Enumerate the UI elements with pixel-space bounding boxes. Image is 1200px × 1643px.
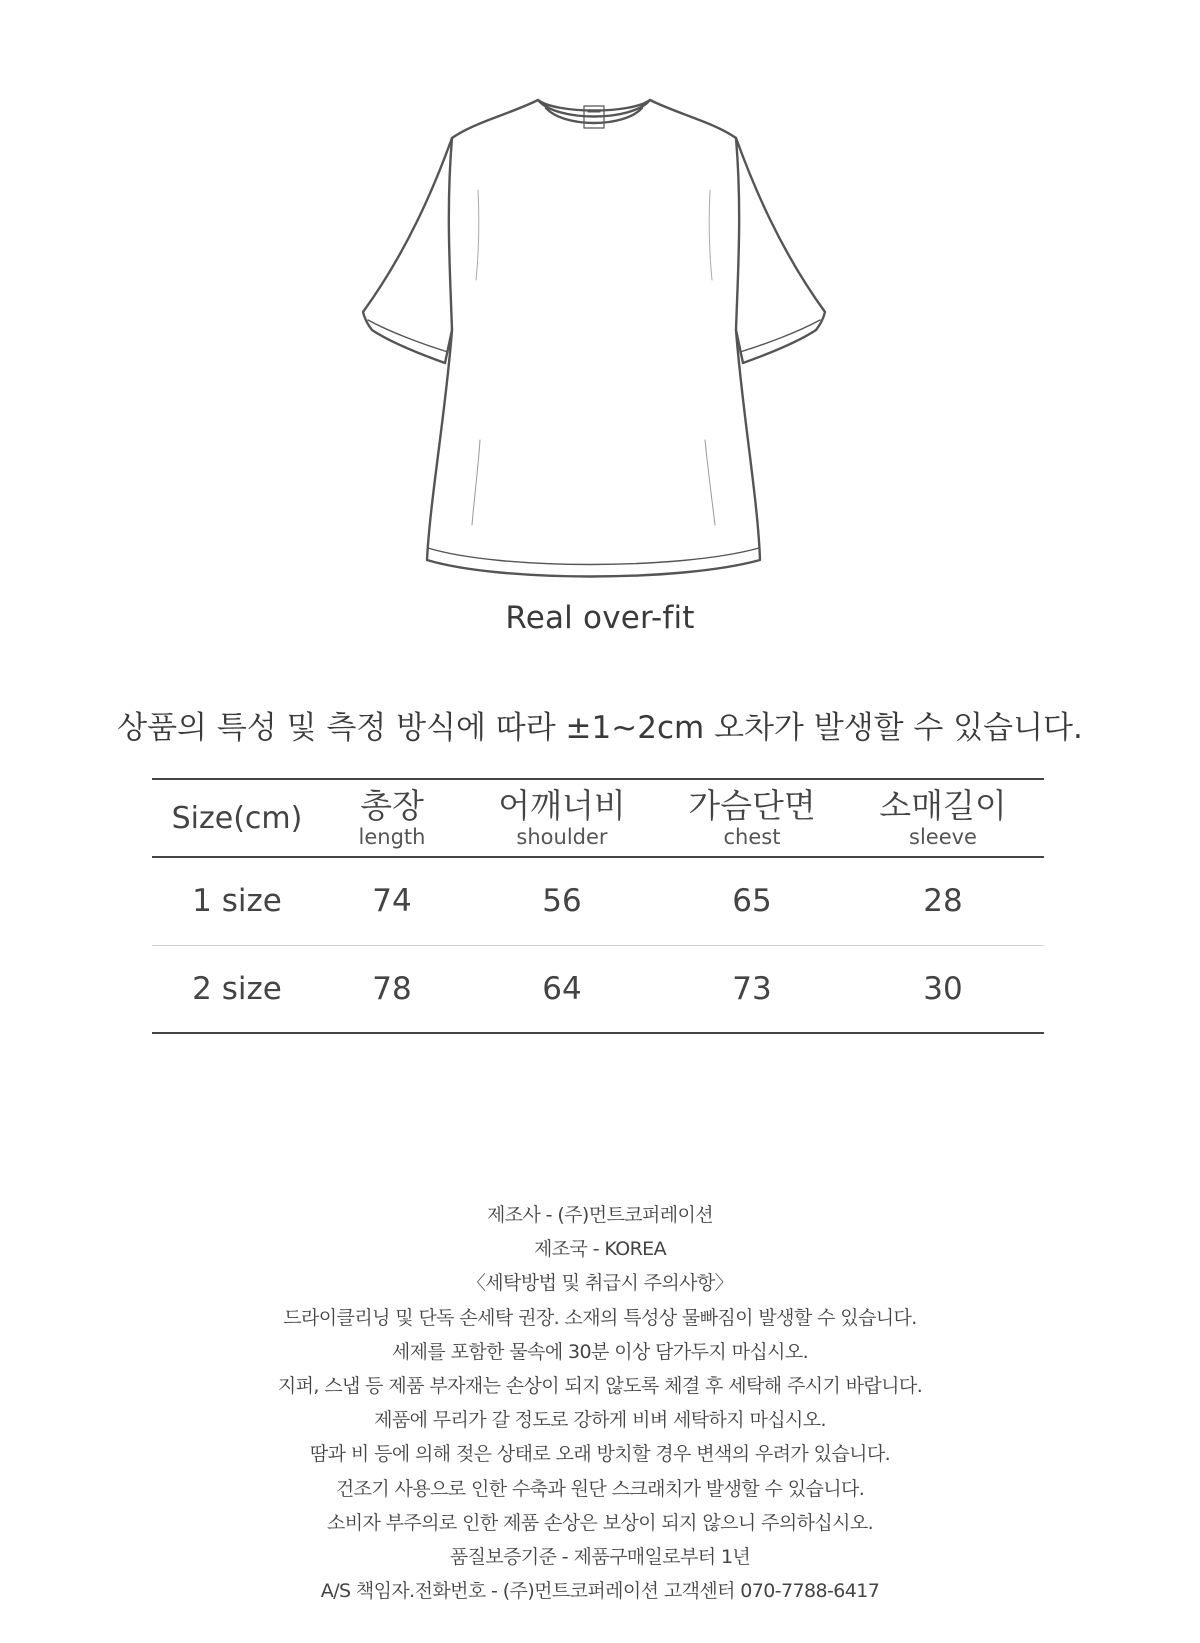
table-row xyxy=(152,857,1044,945)
sleeve-value: 28 xyxy=(923,883,963,920)
length-value: 74 xyxy=(372,883,412,920)
header-size xyxy=(152,779,322,857)
header-size-label: Size(cm) xyxy=(171,800,303,836)
header-en: length xyxy=(358,825,426,849)
shoulder-value: 56 xyxy=(542,883,582,920)
care-line: 드라이클리닝 및 단독 손세탁 권장. 소재의 특성상 물빠짐이 발생할 수 있습니다. xyxy=(283,1306,917,1329)
size-table-header xyxy=(152,779,1044,857)
header-ko: 어깨너비 xyxy=(498,786,626,825)
care-heading: 〈세탁방법 및 취급시 주의사항〉 xyxy=(466,1272,734,1295)
header-en: sleeve xyxy=(909,825,977,849)
header-ko: 총장 xyxy=(360,786,424,825)
header-en: chest xyxy=(723,825,781,849)
size-label: 2 size xyxy=(192,970,282,1007)
header-en: shoulder xyxy=(516,825,608,849)
warranty-line: 품질보증기준 - 제품구매일로부터 1년 xyxy=(449,1546,751,1569)
header-chest xyxy=(662,779,842,857)
fit-caption: Real over-fit xyxy=(505,600,695,636)
length-value: 78 xyxy=(372,970,412,1007)
product-care-info xyxy=(0,1198,1200,1608)
table-row xyxy=(152,945,1044,1033)
care-line: 땀과 비 등에 의해 젖은 상태로 오래 방치할 경우 변색의 우려가 있습니다. xyxy=(309,1443,891,1466)
care-line: 지퍼, 스냅 등 제품 부자재는 손상이 되지 않도록 체결 후 세탁해 주시기 바랍니다. xyxy=(277,1375,923,1398)
as-contact-line: A/S 책임자.전화번호 - (주)먼트코퍼레이션 고객센터 070-7788-6417 xyxy=(320,1580,880,1603)
care-line: 건조기 사용으로 인한 수축과 원단 스크래치가 발생할 수 있습니다. xyxy=(335,1477,865,1500)
care-line: 세제를 포함한 물속에 30분 이상 담가두지 마십시오. xyxy=(391,1340,809,1363)
measurement-notice: 상품의 특성 및 측정 방식에 따라 ±1~2cm 오차가 발생할 수 있습니다. xyxy=(117,710,1083,746)
header-shoulder xyxy=(462,779,662,857)
chest-value: 65 xyxy=(732,883,772,920)
origin-line: 제조국 - KOREA xyxy=(534,1238,666,1261)
header-sleeve xyxy=(842,779,1044,857)
tshirt-illustration xyxy=(360,80,860,600)
care-line: 제품에 무리가 갈 정도로 강하게 비벼 세탁하지 마십시오. xyxy=(374,1409,826,1432)
header-ko: 소매길이 xyxy=(879,786,1007,825)
size-label: 1 size xyxy=(192,883,282,920)
shoulder-value: 64 xyxy=(542,970,582,1007)
manufacturer-line: 제조사 - (주)먼트코퍼레이션 xyxy=(486,1204,714,1226)
size-table xyxy=(152,778,1044,1034)
care-line: 소비자 부주의로 인한 제품 손상은 보상이 되지 않으니 주의하십시오. xyxy=(326,1511,874,1534)
sleeve-value: 30 xyxy=(923,970,963,1007)
header-length xyxy=(322,779,462,857)
header-ko: 가슴단면 xyxy=(688,786,816,825)
chest-value: 73 xyxy=(732,970,772,1007)
